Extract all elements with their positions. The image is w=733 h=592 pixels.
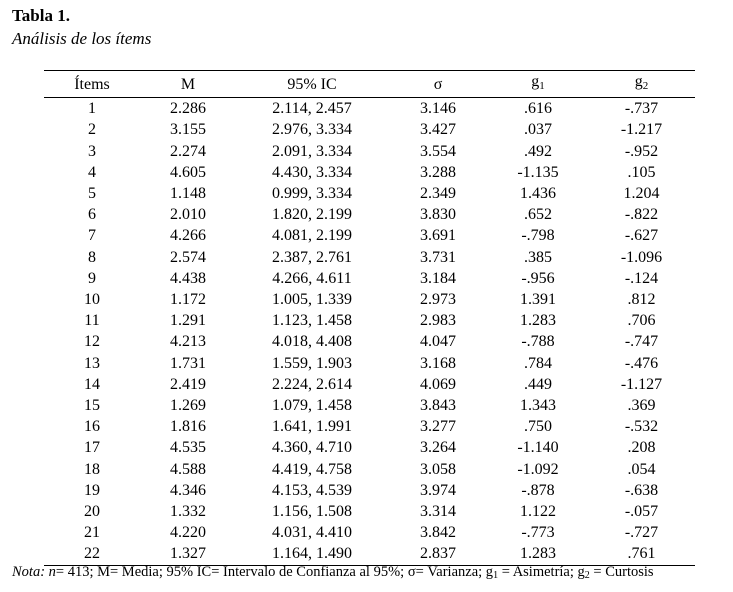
cell-sigma: 4.069 [420,375,456,393]
cell-item: 18 [84,460,100,478]
cell-item: 6 [88,206,96,224]
cell-g1: .652 [524,206,552,224]
table-row [44,416,695,437]
table-row [44,395,695,416]
cell-mean: 3.155 [170,121,206,139]
cell-item: 11 [84,312,100,330]
cell-confidence-interval: 4.419, 4.758 [272,460,352,478]
cell-item: 12 [84,333,100,351]
cell-confidence-interval: 4.018, 4.408 [272,333,352,351]
cell-g1: .037 [524,121,552,139]
cell-g2: -.057 [624,503,659,521]
cell-g1: 1.283 [488,543,588,565]
note-text-part3: = Curtosis [589,564,654,580]
cell-sigma: 3.830 [420,206,456,224]
cell-mean: 4.438 [170,269,206,287]
cell-g2: -.627 [624,227,659,245]
table-title: Tabla 1. [12,6,70,25]
cell-g1: -.878 [521,481,555,499]
cell-g2: -.822 [624,206,659,224]
cell-item: 7 [88,227,96,245]
cell-mean: 1.172 [170,291,206,309]
table-row [44,331,695,352]
cell-mean: 2.274 [170,142,206,160]
cell-item: 21 [84,524,100,542]
cell-g2: -.727 [624,524,659,542]
cell-item: 3 [88,142,96,160]
cell-mean: 4.266 [170,227,206,245]
cell-mean: 2.286 [170,100,206,118]
cell-sigma: 2.983 [420,312,456,330]
cell-g1: 1.436 [520,185,556,203]
cell-sigma: 3.288 [420,163,456,181]
table-row [44,480,695,501]
cell-mean: 4.588 [170,460,206,478]
cell-confidence-interval: 2.976, 3.334 [272,121,352,139]
header-items: Ítems [44,71,140,98]
cell-sigma: 3.184 [420,269,456,287]
cell-confidence-interval: 2.224, 2.614 [272,375,352,393]
table-row [44,162,695,183]
cell-sigma: 3.314 [420,503,456,521]
cell-item: 10 [84,291,100,309]
cell-confidence-interval: 4.153, 4.539 [272,481,352,499]
cell-g2: .105 [627,163,656,181]
cell-sigma: 3.264 [420,439,456,457]
cell-confidence-interval: 2.114, 2.457 [272,100,352,118]
cell-confidence-interval: 1.123, 1.458 [272,312,352,330]
cell-sigma: 2.349 [420,185,456,203]
cell-confidence-interval: 4.360, 4.710 [272,439,352,457]
cell-confidence-interval: 1.164, 1.490 [236,543,388,565]
cell-item: 1 [88,100,96,118]
cell-g1: 1.283 [520,312,556,330]
header-confidence-interval: 95% IC [236,71,388,98]
cell-item: 5 [88,185,96,203]
header-g2-subscript: 2 [642,80,649,92]
cell-g2: .812 [627,291,656,309]
header-g2-base: g [634,73,643,90]
cell-g2: 1.204 [623,185,660,203]
header-g1-subscript: 1 [539,80,545,92]
cell-confidence-interval: 1.005, 1.339 [272,291,352,309]
header-mean: M [140,71,236,98]
items-analysis-table [44,70,695,566]
note-text-part1: = 413; M= Media; 95% IC= Intervalo de Confianza al 95%; σ= Varianza; g [55,564,494,580]
cell-confidence-interval: 1.156, 1.508 [272,503,352,521]
cell-item: 22 [44,543,140,565]
cell-mean: 4.213 [170,333,206,351]
cell-mean: 1.816 [170,418,206,436]
cell-g1: 1.122 [520,503,556,521]
cell-g1: 1.391 [520,291,556,309]
cell-mean: 1.731 [170,354,206,372]
cell-g2: .761 [588,543,695,565]
table-row [44,459,695,480]
cell-sigma: 2.837 [388,543,488,565]
cell-g2: -.124 [624,269,659,287]
cell-confidence-interval: 2.387, 2.761 [272,248,352,266]
cell-confidence-interval: 1.820, 2.199 [272,206,352,224]
cell-g2: -1.217 [620,121,663,139]
cell-g2: .706 [627,312,656,330]
table-subtitle: Análisis de los ítems [12,29,152,48]
table-row [44,501,695,522]
cell-g1: -.773 [521,524,555,542]
cell-g1: .492 [524,142,552,160]
note-subscript-1: 1 [493,570,499,581]
table-row [44,310,695,331]
cell-item: 13 [84,354,100,372]
table-row [44,353,695,374]
cell-g2: -.476 [624,354,659,372]
cell-g2: -.532 [624,418,659,436]
cell-sigma: 2.973 [420,291,456,309]
cell-sigma: 3.146 [420,100,456,118]
cell-mean: 4.605 [170,163,206,181]
cell-mean: 1.332 [170,503,206,521]
cell-g1: .750 [524,418,552,436]
cell-g1: .449 [524,375,552,393]
cell-g2: -.638 [624,481,659,499]
cell-item: 14 [84,375,100,393]
cell-item: 17 [84,439,100,457]
table-row [44,204,695,225]
cell-item: 19 [84,481,100,499]
cell-g1: -.798 [521,227,555,245]
table-body [44,98,695,565]
cell-sigma: 3.731 [420,248,456,266]
cell-sigma: 3.974 [420,481,456,499]
cell-mean: 2.010 [170,206,206,224]
cell-sigma: 4.047 [420,333,456,351]
cell-g2: -.747 [624,333,659,351]
cell-confidence-interval: 0.999, 3.334 [272,185,352,203]
cell-confidence-interval: 1.079, 1.458 [272,397,352,415]
cell-g1: .616 [524,100,552,118]
cell-confidence-interval: 2.091, 3.334 [272,142,352,160]
cell-confidence-interval: 1.641, 1.991 [272,418,352,436]
cell-sigma: 3.058 [420,460,456,478]
cell-g2: -.737 [624,100,659,118]
cell-mean: 1.269 [170,397,206,415]
cell-sigma: 3.691 [420,227,456,245]
table-note [12,563,654,585]
cell-mean: 1.148 [170,185,206,203]
table-row [44,119,695,140]
cell-item: 4 [88,163,96,181]
table-row [44,543,695,565]
note-subscript-2: 2 [584,570,590,581]
cell-confidence-interval: 4.430, 3.334 [272,163,352,181]
cell-g1: 1.343 [520,397,556,415]
cell-mean: 4.535 [170,439,206,457]
cell-g1: -.788 [521,333,555,351]
header-g2 [588,71,695,98]
cell-item: 15 [84,397,100,415]
cell-item: 8 [88,248,96,266]
cell-g2: -1.127 [620,375,663,393]
table-row [44,98,695,120]
table-row [44,225,695,246]
cell-mean: 2.574 [170,248,206,266]
cell-sigma: 3.277 [420,418,456,436]
cell-mean: 4.346 [170,481,206,499]
cell-mean: 1.291 [170,312,206,330]
cell-g1: -1.092 [517,460,559,478]
cell-confidence-interval: 1.559, 1.903 [272,354,352,372]
table-header-row [44,71,695,98]
table-row [44,141,695,162]
table-row [44,522,695,543]
cell-sigma: 3.554 [420,142,456,160]
header-g1 [488,71,588,98]
cell-confidence-interval: 4.081, 2.199 [272,227,352,245]
table-row [44,268,695,289]
cell-g1: -.956 [521,269,555,287]
cell-item: 20 [84,503,100,521]
table-row [44,374,695,395]
cell-g2: .054 [627,460,656,478]
table-row [44,437,695,458]
cell-item: 2 [88,121,96,139]
cell-mean: 2.419 [170,375,206,393]
cell-g1: -1.140 [517,439,559,457]
note-text-part2: = Asimetría; g [498,564,585,580]
cell-sigma: 3.842 [420,524,456,542]
cell-g1: -1.135 [517,163,559,181]
cell-sigma: 3.168 [420,354,456,372]
note-n-variable: n [48,564,56,580]
table-row [44,247,695,268]
cell-item: 9 [88,269,96,287]
cell-g2: .369 [627,397,656,415]
header-g1-base: g [531,73,540,90]
cell-sigma: 3.843 [420,397,456,415]
note-label: Nota: [12,564,46,580]
header-sigma: σ [388,71,488,98]
cell-g1: .784 [524,354,552,372]
cell-confidence-interval: 4.266, 4.611 [272,269,352,287]
cell-g1: .385 [524,248,552,266]
cell-g2: -.952 [624,142,659,160]
table-row [44,183,695,204]
cell-mean: 4.220 [170,524,206,542]
cell-g2: -1.096 [620,248,663,266]
cell-sigma: 3.427 [420,121,456,139]
cell-confidence-interval: 4.031, 4.410 [272,524,352,542]
cell-g2: .208 [627,439,656,457]
table-row [44,289,695,310]
cell-item: 16 [84,418,100,436]
cell-mean: 1.327 [140,543,236,565]
